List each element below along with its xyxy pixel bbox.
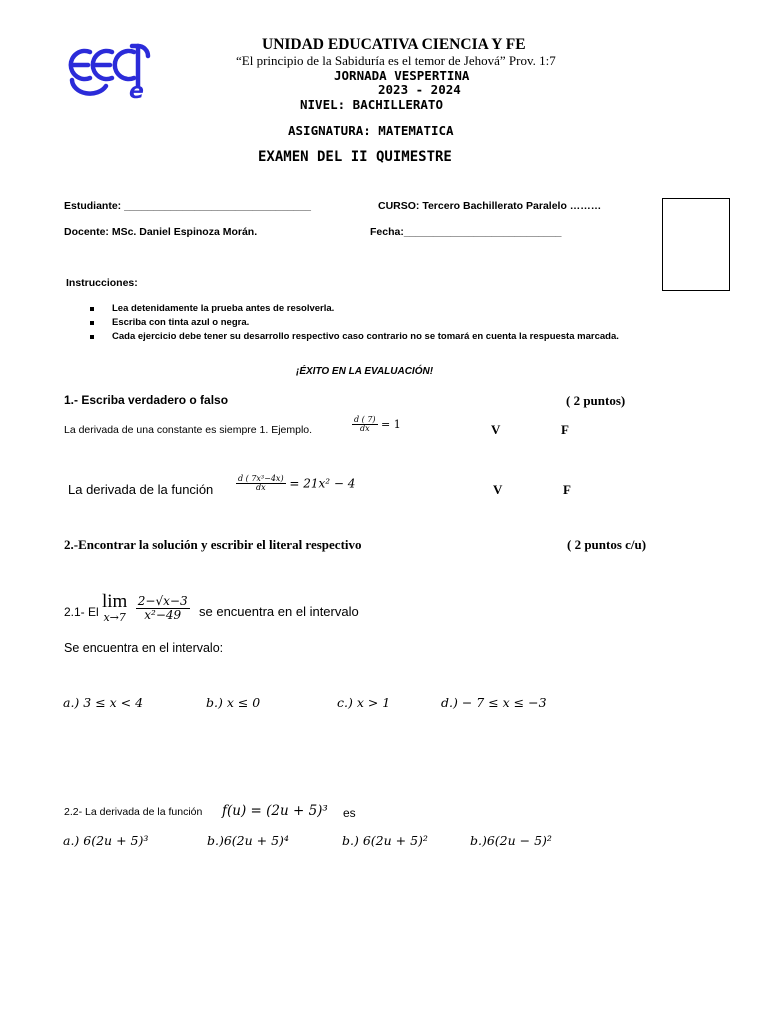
instructions-list: [88, 302, 619, 344]
q1-item2-text: La derivada de la función: [68, 482, 214, 497]
school-logo: [66, 42, 156, 102]
q22-suffix: es: [343, 806, 356, 820]
q22-prefix: 2.2- La derivada de la función: [64, 806, 203, 818]
course-field: CURSO: Tercero Bachillerato Paralelo ………: [378, 200, 602, 212]
q21-line2: Se encuentra en el intervalo:: [64, 641, 224, 655]
q2-points: ( 2 puntos c/u): [567, 537, 647, 552]
q21-limit: lim x→7 $\frac{2-√x-3}{\text{x²−49}}$: [102, 591, 188, 624]
shift: JORNADA VESPERTINA: [334, 68, 470, 83]
level: NIVEL: BACHILLERATO: [300, 97, 443, 112]
q21-option-b: b.) x ≤ 0: [206, 695, 261, 710]
svg-text:e: e: [129, 79, 144, 102]
motto: “El principio de la Sabiduría es el temor de Jehová” Prov. 1:7: [236, 53, 556, 68]
good-luck: ¡ÉXITO EN LA EVALUACIÓN!: [296, 366, 434, 377]
q1-item1-false: F: [561, 422, 569, 437]
q1-item1-true: V: [491, 422, 501, 437]
exam-title: EXAMEN DEL II QUIMESTRE: [258, 149, 452, 165]
institution-name: UNIDAD EDUCATIVA CIENCIA Y FE: [262, 36, 526, 53]
q22-option-c: b.) 6(2u + 5)²: [342, 833, 428, 848]
q21-option-d: d.) − 7 ≤ x ≤ −3: [441, 695, 547, 710]
q1-title: 1.- Escriba verdadero o falso: [64, 393, 229, 407]
instruction-item: Lea detenidamente la prueba antes de resolverla.: [88, 302, 619, 316]
q2-title: 2.-Encontrar la solución y escribir el literal respectivo: [64, 537, 362, 552]
date-field: Fecha:___________________________: [370, 226, 562, 238]
q22-option-a: a.) 6(2u + 5)³: [63, 833, 149, 848]
q1-item1-formula: $\frac{d ( 7)}{dx}$ = 1: [354, 415, 401, 434]
instructions-title: Instrucciones:: [66, 277, 138, 289]
q21-suffix: se encuentra en el intervalo: [199, 604, 359, 619]
grade-box: [662, 198, 730, 291]
q21-option-c: c.) x > 1: [337, 695, 391, 710]
q1-item2-false: F: [563, 482, 571, 497]
student-field: Estudiante: ________________________________: [64, 200, 311, 212]
q1-points: ( 2 puntos): [566, 393, 626, 408]
q21-prefix: 2.1- El: [64, 605, 99, 619]
q1-item1-text: La derivada de una constante es siempre 1. Ejemplo.: [64, 424, 313, 436]
teacher-field: Docente: MSc. Daniel Espinoza Morán.: [64, 226, 258, 238]
q22-function: f(u) = (2u + 5)³: [222, 803, 328, 819]
q22-option-b: b.)6(2u + 5)⁴: [207, 833, 289, 848]
q21-option-a: a.) 3 ≤ x < 4: [63, 695, 144, 710]
q1-item2-formula: $\frac{\text{d ( 7x³−4x)}}{dx}$ = 21x² − 4: [238, 474, 356, 493]
q22-option-d: b.)6(2u − 5)²: [470, 833, 552, 848]
school-year: 2023 - 2024: [378, 82, 461, 97]
instruction-item: Cada ejercicio debe tener su desarrollo respectivo caso contrario no se tomará en cuenta la respuesta marcada.: [88, 330, 619, 344]
instruction-item: Escriba con tinta azul o negra.: [88, 316, 619, 330]
subject: ASIGNATURA: MATEMATICA: [288, 123, 454, 138]
q1-item2-true: V: [493, 482, 503, 497]
